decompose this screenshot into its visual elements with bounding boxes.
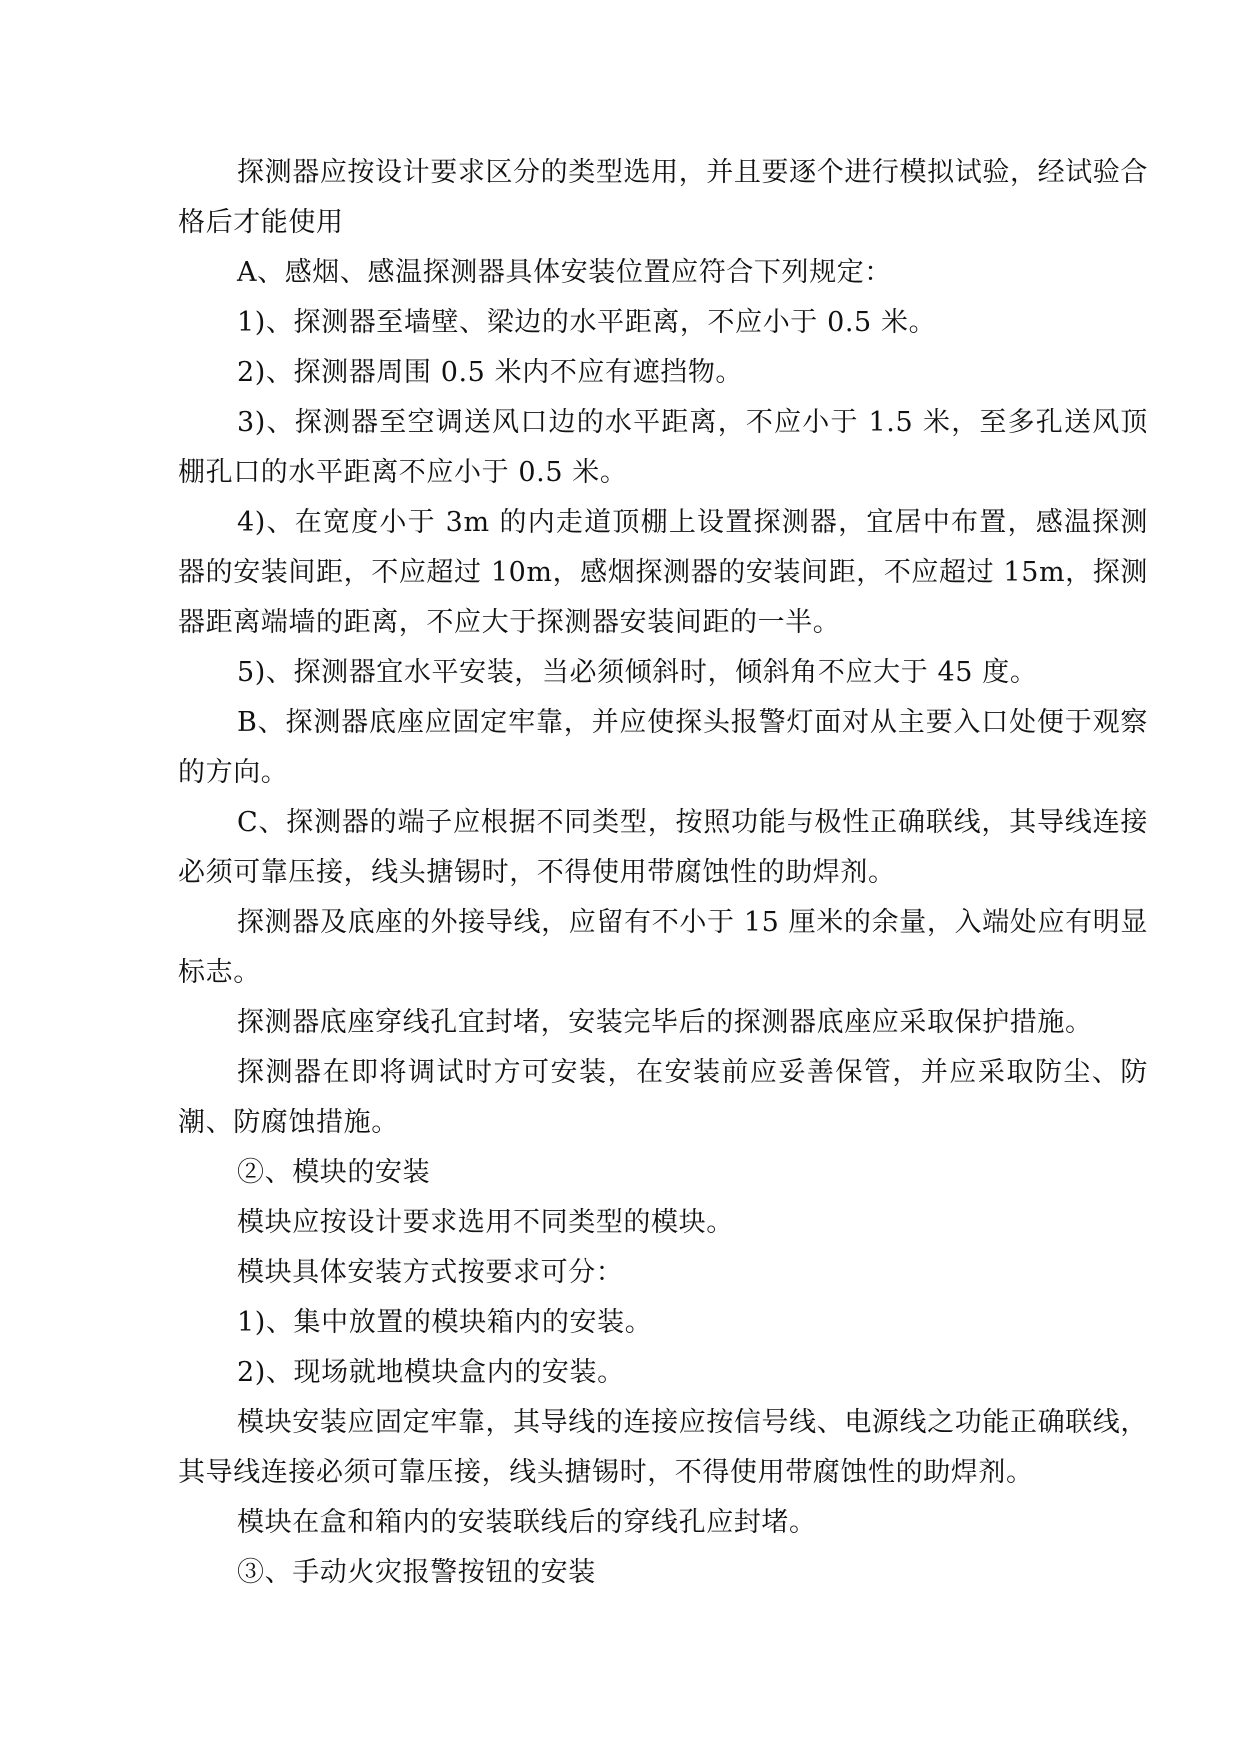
paragraph-external-wiring: 探测器及底座的外接导线，应留有不小于 15 厘米的余量，入端处应有明显标志。 bbox=[178, 907, 1148, 988]
paragraph-item-4: 4)、在宽度小于 3m 的内走道顶棚上设置探测器，宜居中布置，感温探测器的安装间距，不应超过 10m，感烟探测器的安装间距，不应超过 15m，探测器距离端墙的距离，不应大于探测器安装间距的一半。 bbox=[178, 507, 1148, 638]
paragraph-module-fixing: 模块安装应固定牢靠，其导线的连接应按信号线、电源线之功能正确联线，其导线连接必须可靠压接，线头搪锡时，不得使用带腐蚀性的助焊剂。 bbox=[178, 1407, 1148, 1488]
paragraph-section-b: B、探测器底座应固定牢靠，并应使探头报警灯面对从主要入口处便于观察的方向。 bbox=[178, 707, 1148, 788]
paragraph-module-sealing: 模块在盒和箱内的安装联线后的穿线孔应封堵。 bbox=[237, 1507, 817, 1538]
paragraph-detector-selection: 探测器应按设计要求区分的类型选用，并且要逐个进行模拟试验，经试验合格后才能使用 bbox=[178, 157, 1148, 238]
paragraph-base-sealing: 探测器底座穿线孔宜封堵，安装完毕后的探测器底座应采取保护措施。 bbox=[237, 1007, 1093, 1038]
heading-module-installation: ②、模块的安装 bbox=[237, 1157, 431, 1188]
paragraph-section-c: C、探测器的端子应根据不同类型，按照功能与极性正确联线，其导线连接必须可靠压接，线头搪锡时，不得使用带腐蚀性的助焊剂。 bbox=[178, 807, 1148, 888]
paragraph-module-item-2: 2)、现场就地模块盒内的安装。 bbox=[237, 1357, 625, 1388]
heading-manual-alarm-button: ③、手动火灾报警按钮的安装 bbox=[237, 1557, 596, 1588]
paragraph-module-selection: 模块应按设计要求选用不同类型的模块。 bbox=[237, 1207, 734, 1238]
paragraph-item-5: 5)、探测器宜水平安装，当必须倾斜时，倾斜角不应大于 45 度。 bbox=[237, 657, 1038, 688]
paragraph-item-3: 3)、探测器至空调送风口边的水平距离，不应小于 1.5 米，至多孔送风顶棚孔口的水平距离不应小于 0.5 米。 bbox=[178, 407, 1148, 488]
paragraph-section-a: A、感烟、感温探测器具体安装位置应符合下列规定： bbox=[237, 257, 892, 288]
paragraph-module-item-1: 1)、集中放置的模块箱内的安装。 bbox=[237, 1307, 653, 1338]
paragraph-item-1: 1)、探测器至墙壁、梁边的水平距离，不应小于 0.5 米。 bbox=[237, 307, 937, 338]
document-body bbox=[178, 148, 1148, 1598]
paragraph-item-2: 2)、探测器周围 0.5 米内不应有遮挡物。 bbox=[237, 357, 744, 388]
paragraph-module-methods: 模块具体安装方式按要求可分： bbox=[237, 1257, 624, 1288]
paragraph-install-timing: 探测器在即将调试时方可安装，在安装前应妥善保管，并应采取防尘、防潮、防腐蚀措施。 bbox=[178, 1057, 1148, 1138]
